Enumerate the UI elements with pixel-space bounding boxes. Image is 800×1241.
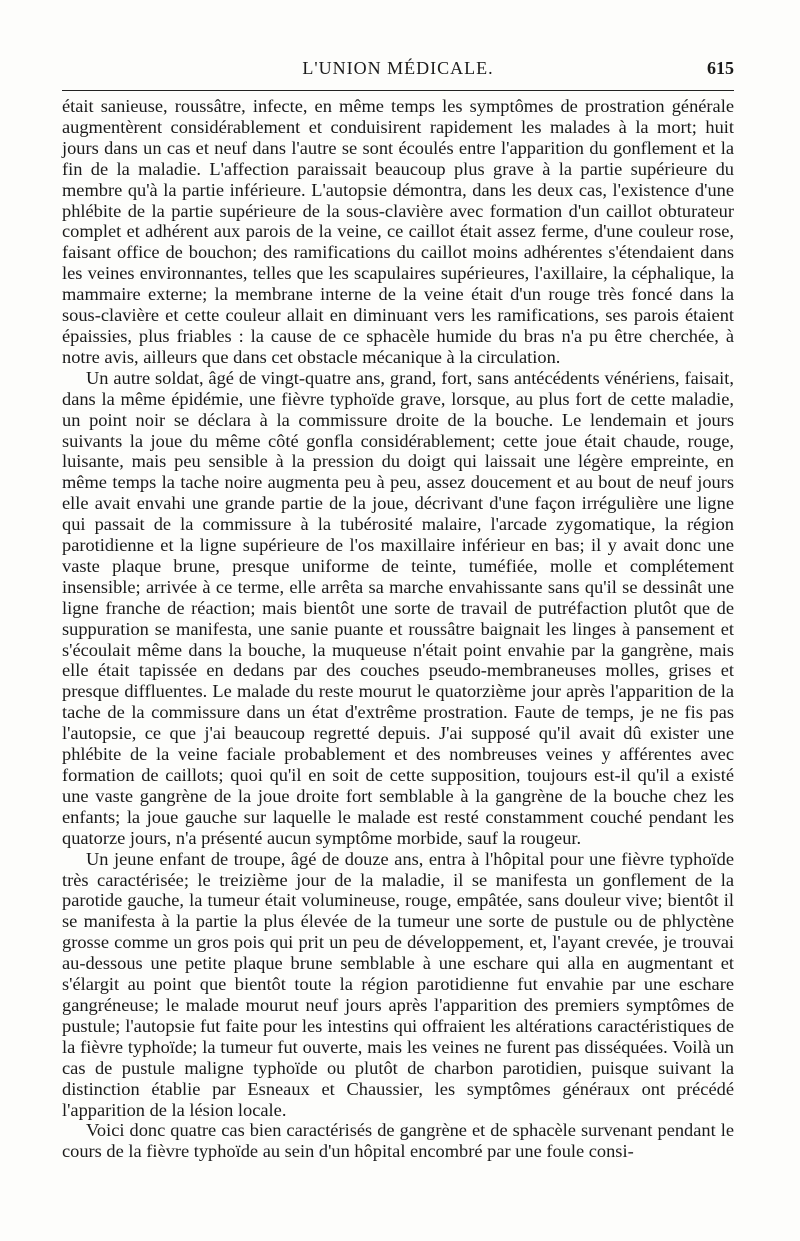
- paragraph: était sanieuse, roussâtre, infecte, en même temps les symptômes de prostration générale augmentèrent considérablement et conduisirent rapidement les malades à la mort; huit jours dans un cas et neuf dans l'autre se sont écoulés entre l'apparition du gonflement et la fin de la maladie. L'affection paraissait beaucoup plus grave à la partie supérieure du membre qu'à la partie inférieure. L'autopsie démontra, dans les deux cas, l'existence d'une phlébite de la partie supérieure de la sous-clavière avec formation d'un caillot obturateur complet et adhérent aux parois de la veine, ce caillot était assez ferme, d'une couleur rose, faisant office de bouchon; des ramifications du caillot moins adhérentes s'étendaient dans les veines environnantes, telles que les scapulaires supérieures, l'axillaire, la céphalique, la mammaire externe; la membrane interne de la veine était d'un rouge très foncé dans la sous-clavière et cette couleur allait en diminuant vers les ramifications, ses parois étaient épaissies, plus friables : la cause de ce sphacèle humide du bras n'a pu être cherchée, à notre avis, ailleurs que dans cet obstacle mécanique à la circulation.: [62, 96, 734, 367]
- header-rule: [62, 90, 734, 91]
- paragraph: Un jeune enfant de troupe, âgé de douze ans, entra à l'hôpital pour une fièvre typhoïde très caractérisée; le treizième jour de la maladie, il se manifesta un gonflement de la parotide gauche, la tumeur était volumineuse, rouge, empâtée, sans douleur vive; bientôt il se manifesta à la partie la plus élevée de la tumeur une sorte de pustule ou de phlyctène grosse comme un gros pois qui prit un peu de développement, et, l'ayant crevée, je trouvai au-dessous une petite plaque brune semblable à une eschare qui alla en augmentant et s'élargit au point que bientôt toute la région parotidienne fut envahie par une eschare gangréneuse; le malade mourut neuf jours après l'apparition des premiers symptômes de pustule; l'autopsie fut faite pour les intestins qui offraient les altérations caractéristiques de la fièvre typhoïde; la tumeur fut ouverte, mais les veines ne furent pas disséquées. Voilà un cas de pustule maligne typhoïde ou plutôt de charbon parotidien, puisque suivant la distinction établie par Esneaux et Chaussier, les symptômes généraux ont précédé l'apparition de la lésion locale.: [62, 848, 734, 1120]
- article-body: [62, 96, 734, 1162]
- running-title: L'UNION MÉDICALE.: [302, 58, 494, 78]
- paragraph: Un autre soldat, âgé de vingt-quatre ans, grand, fort, sans antécédents vénériens, faisait, dans la même épidémie, une fièvre typhoïde grave, lorsque, au plus fort de cette maladie, un point noir se déclara à la commissure droite de la bouche. Le lendemain et jours suivants la joue du même côté gonfla considérablement; cette joue était chaude, rouge, luisante, mais peu sensible à la pression du doigt qui laissait une légère empreinte, en même temps la tache noire augmenta peu à peu, assez doucement et au bout de neuf jours elle avait envahi une grande partie de la joue, décrivant d'une façon irrégulière une ligne qui passait de la commissure à la tubérosité malaire, l'arcade zygomatique, la région parotidienne et la ligne supérieure de l'os maxillaire inférieur en bas; il y avait donc une vaste plaque brune, presque uniforme de teinte, tuméfiée, molle et complétement insensible; arrivée à ce terme, elle arrêta sa marche envahissante sans qu'il se dessinât une ligne franche de réaction; mais bientôt une sorte de travail de putréfaction plutôt que de suppuration se manifesta, une sanie puante et roussâtre baignait les linges à pansement et s'écoulait même dans la bouche, la muqueuse n'était point envahie par la gangrène, mais elle était tapissée en dedans par des couches pseudo-membraneuses molles, grises et presque diffluentes. Le malade du reste mourut le quatorzième jour après l'apparition de la tache de la commissure dans un état d'extrême prostration. Faute de temps, je ne fis pas l'autopsie, ce que j'ai beaucoup regretté depuis. J'ai supposé qu'il avait dû exister une phlébite de la veine faciale probablement et des nombreuses veines y afférentes avec formation de caillots; quoi qu'il en soit de cette supposition, toujours est-il qu'il a existé une vaste gangrène de la joue droite fort semblable à la gangrène de la bouche chez les enfants; la joue gauche sur laquelle le malade est resté constamment couché pendant les quatorze jours, n'a présenté aucun symptôme morbide, sauf la rougeur.: [62, 367, 734, 848]
- running-header: [62, 58, 734, 88]
- paragraph: Voici donc quatre cas bien caractérisés de gangrène et de sphacèle survenant pendant le cours de la fièvre typhoïde au sein d'un hôpital encombré par une foule consi-: [62, 1120, 734, 1162]
- page-number: 615: [707, 58, 734, 78]
